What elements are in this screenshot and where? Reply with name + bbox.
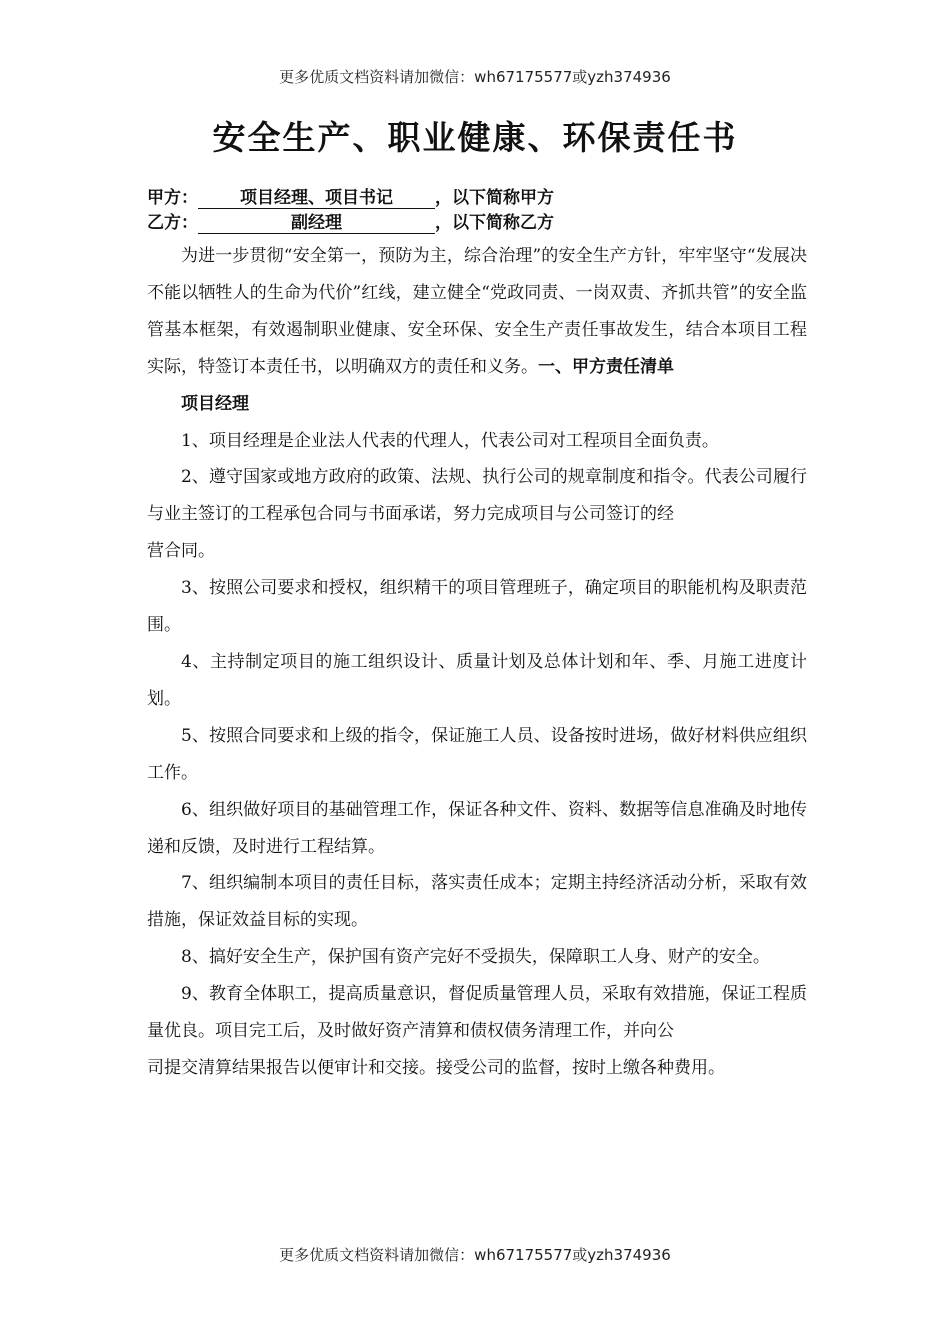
- item-3: 3、按照公司要求和授权，组织精干的项目管理班子，确定项目的职能机构及职责范围。: [147, 578, 807, 636]
- item-1: 1、项目经理是企业法人代表的代理人，代表公司对工程项目全面负责。: [181, 430, 719, 451]
- footer-watermark-note: 更多优质文档资料请加微信：wh67175577或yzh374936: [279, 1246, 671, 1264]
- intro-paragraph: [147, 238, 807, 386]
- item-6: 6、组织做好项目的基础管理工作，保证各种文件、资料、数据等信息准确及时地传递和反馈，及时进行工程结算。: [147, 799, 807, 857]
- header-watermark-note: 更多优质文档资料请加微信：wh67175577或yzh374936: [279, 68, 671, 86]
- item-8: 8、搞好安全生产，保护国有资产完好不受损失，保障职工人身、财产的安全。: [181, 947, 770, 968]
- party-a-value: 项目经理、项目书记: [198, 183, 435, 209]
- intro-text: 为进一步贯彻“安全第一，预防为主，综合治理”的安全生产方针，牢牢坚守“发展决不能以牺牲人的生命为代价”红线，建立健全“党政同责、一岗双责、齐抓共管”的安全监管基本框架，有效遏制职业健康、安全环保、安全生产责任事故发生，结合本项目工程实际，特签订本责任书，以明确双方的责任和义务。: [147, 246, 807, 377]
- party-b-value: 副经理: [198, 208, 435, 234]
- item-4: 4、主持制定项目的施工组织设计、质量计划及总体计划和年、季、月施工进度计划。: [147, 651, 807, 709]
- item-5: 5、按照合同要求和上级的指令，保证施工人员、设备按时进场，做好材料供应组织工作。: [147, 725, 807, 783]
- item-7: 7、组织编制本项目的责任目标，落实责任成本；定期主持经济活动分析，采取有效措施，保证效益目标的实现。: [147, 873, 807, 931]
- item-9-continuation: 司提交清算结果报告以便审计和交接。接受公司的监督，按时上缴各种费用。: [147, 1057, 725, 1078]
- document-title: 安全生产、职业健康、环保责任书: [212, 118, 738, 157]
- party-a-label: 甲方：: [147, 188, 198, 208]
- item-2-continuation: 营合同。: [147, 541, 215, 562]
- document-body: [147, 238, 807, 1087]
- subheading-project-manager: 项目经理: [181, 393, 249, 414]
- party-a-suffix: ，以下简称甲方: [435, 188, 554, 208]
- party-b-line: [147, 208, 554, 234]
- item-9: 9、教育全体职工，提高质量意识，督促质量管理人员，采取有效措施，保证工程质量优良。项目完工后，及时做好资产清算和债权债务清理工作，并向公: [147, 984, 807, 1042]
- section-heading: 一、甲方责任清单: [538, 356, 674, 377]
- party-a-line: [147, 183, 554, 209]
- party-b-suffix: ，以下简称乙方: [435, 213, 554, 233]
- item-2: 2、遵守国家或地方政府的政策、法规、执行公司的规章制度和指令。代表公司履行与业主签订的工程承包合同与书面承诺，努力完成项目与公司签订的经: [147, 467, 807, 525]
- party-b-label: 乙方：: [147, 213, 198, 233]
